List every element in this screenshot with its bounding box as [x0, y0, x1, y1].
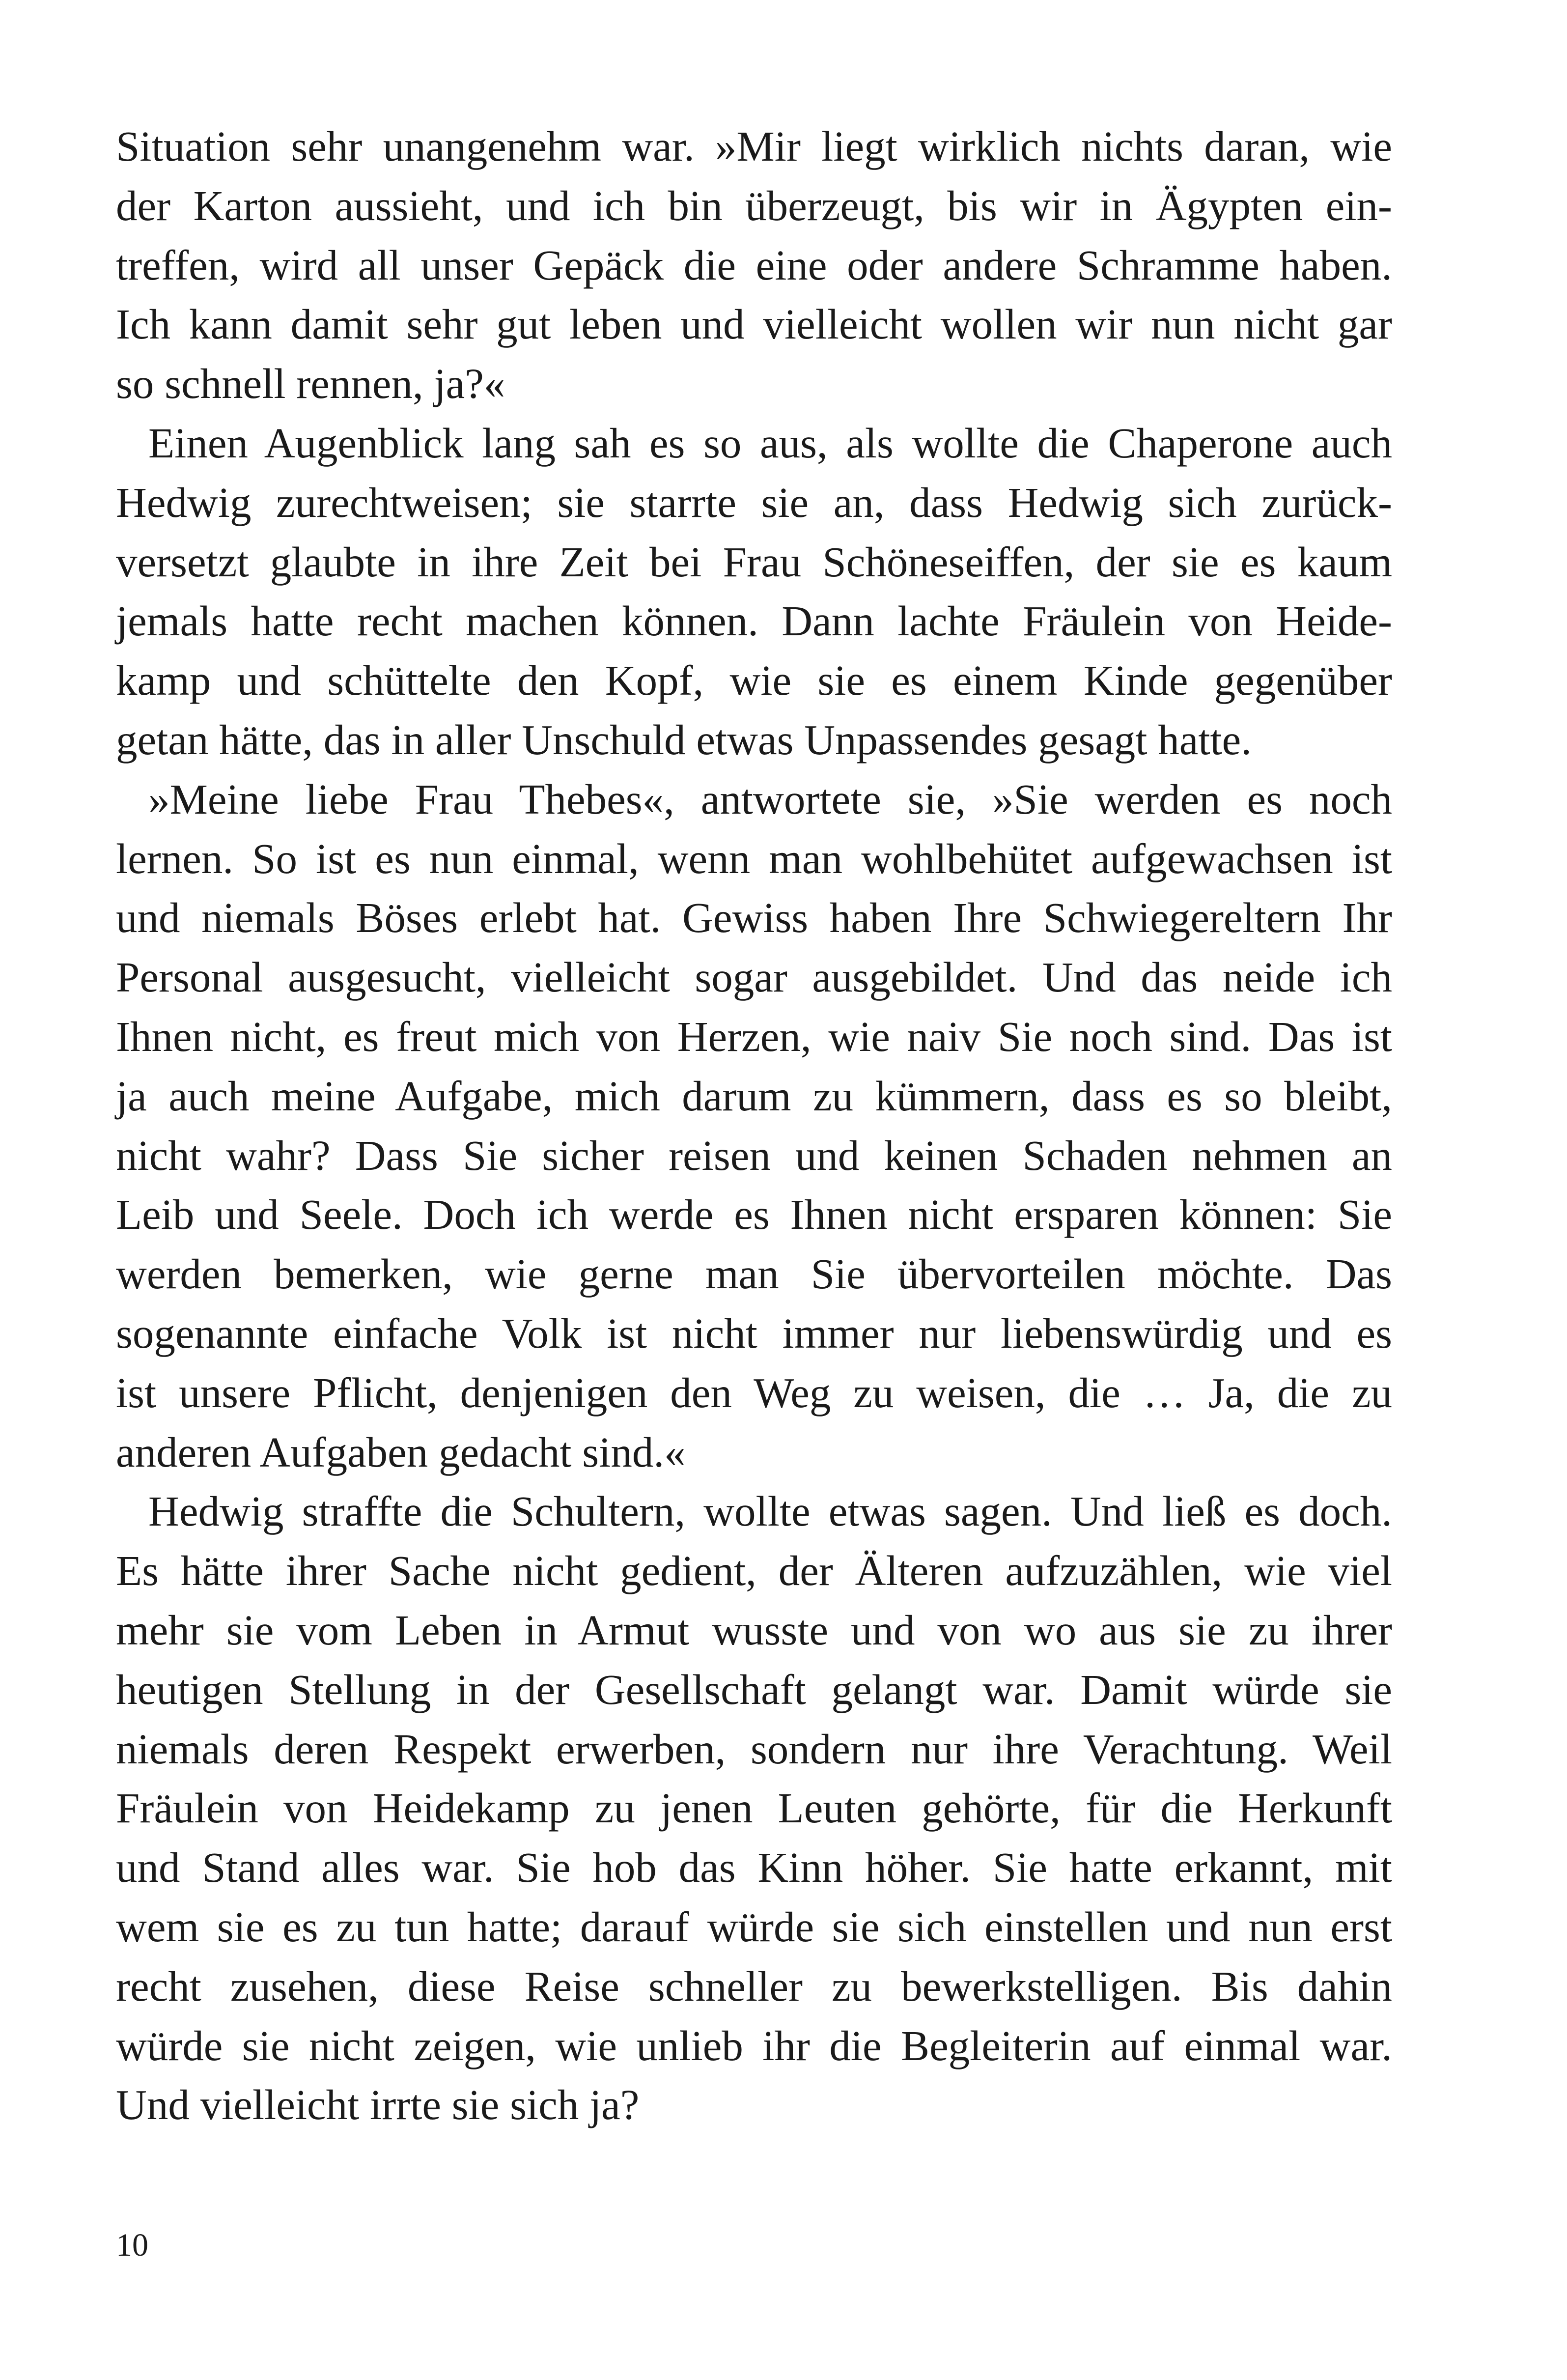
- text-line: und Stand alles war. Sie hob das Kinn höher. Sie hatte erkannt, mit: [116, 1843, 1392, 1892]
- text-line: ja auch meine Aufgabe, mich darum zu kümmern, dass es so bleibt,: [116, 1072, 1392, 1120]
- text-line: wem sie es zu tun hatte; darauf würde sie sich einstellen und nun erst: [116, 1902, 1392, 1951]
- text-line: Fräulein von Heidekamp zu jenen Leuten gehörte, für die Herkunft: [116, 1784, 1392, 1832]
- text-line: würde sie nicht zeigen, wie unlieb ihr die Begleiterin auf einmal war.: [116, 2021, 1392, 2069]
- text-line: Und vielleicht irrte sie sich ja?: [116, 2081, 640, 2129]
- text-line: und niemals Böses erlebt hat. Gewiss haben Ihre Schwiegereltern Ihr: [116, 894, 1392, 942]
- text-line: mehr sie vom Leben in Armut wusste und von wo aus sie zu ihrer: [116, 1606, 1392, 1654]
- text-line: Ich kann damit sehr gut leben und vielleicht wollen wir nun nicht gar: [116, 300, 1392, 348]
- text-line: Hedwig straffte die Schultern, wollte etwas sagen. Und ließ es doch.: [148, 1487, 1392, 1535]
- text-line: treffen, wird all unser Gepäck die eine oder andere Schramme haben.: [116, 241, 1392, 289]
- text-line: anderen Aufgaben gedacht sind.«: [116, 1428, 686, 1476]
- text-line: Personal ausgesucht, vielleicht sogar ausgebildet. Und das neide ich: [116, 953, 1392, 1001]
- text-line: werden bemerken, wie gerne man Sie übervorteilen möchte. Das: [116, 1250, 1392, 1298]
- text-line: Leib und Seele. Doch ich werde es Ihnen nicht ersparen können: Sie: [116, 1190, 1392, 1239]
- text-line: heutigen Stellung in der Gesellschaft gelangt war. Damit würde sie: [116, 1665, 1392, 1713]
- text-line: ist unsere Pflicht, denjenigen den Weg zu weisen, die … Ja, die zu: [116, 1368, 1392, 1417]
- text-line: Einen Augenblick lang sah es so aus, als wollte die Chaperone auch: [148, 419, 1392, 467]
- text-line: jemals hatte recht machen können. Dann lachte Fräulein von Heide-: [116, 597, 1392, 645]
- text-line: versetzt glaubte in ihre Zeit bei Frau Schöneseiffen, der sie es kaum: [116, 538, 1392, 586]
- paragraph-4: [116, 1482, 1392, 2135]
- page-number: 10: [116, 2227, 148, 2263]
- text-line: nicht wahr? Dass Sie sicher reisen und keinen Schaden nehmen an: [116, 1131, 1392, 1179]
- text-line: getan hätte, das in aller Unschuld etwas Unpassendes gesagt hatte.: [116, 715, 1252, 764]
- body-text: [116, 117, 1392, 2135]
- paragraph-3: [116, 770, 1392, 1482]
- text-line: recht zusehen, diese Reise schneller zu bewerkstelligen. Bis dahin: [116, 1962, 1392, 2010]
- text-line: sogenannte einfache Volk ist nicht immer nur liebenswürdig und es: [116, 1309, 1392, 1357]
- text-line: so schnell rennen, ja?«: [116, 360, 505, 408]
- text-line: Ihnen nicht, es freut mich von Herzen, wie naiv Sie noch sind. Das ist: [116, 1012, 1392, 1060]
- text-line: Es hätte ihrer Sache nicht gedient, der Älteren aufzuzählen, wie viel: [116, 1547, 1392, 1595]
- text-line: »Meine liebe Frau Thebes«, antwortete sie, »Sie werden es noch: [148, 775, 1392, 823]
- text-line: Situation sehr unangenehm war. »Mir liegt wirklich nichts daran, wie: [116, 122, 1392, 170]
- text-line: Hedwig zurechtweisen; sie starrte sie an, dass Hedwig sich zurück-: [116, 478, 1392, 526]
- paragraph-2: [116, 414, 1392, 770]
- text-line: kamp und schüttelte den Kopf, wie sie es einem Kinde gegenüber: [116, 656, 1392, 705]
- text-line: der Karton aussieht, und ich bin überzeugt, bis wir in Ägypten ein-: [116, 181, 1392, 229]
- text-line: lernen. So ist es nun einmal, wenn man wohlbehütet aufgewachsen ist: [116, 834, 1392, 882]
- text-line: niemals deren Respekt erwerben, sondern nur ihre Verachtung. Weil: [116, 1725, 1392, 1773]
- paragraph-1: [116, 117, 1392, 414]
